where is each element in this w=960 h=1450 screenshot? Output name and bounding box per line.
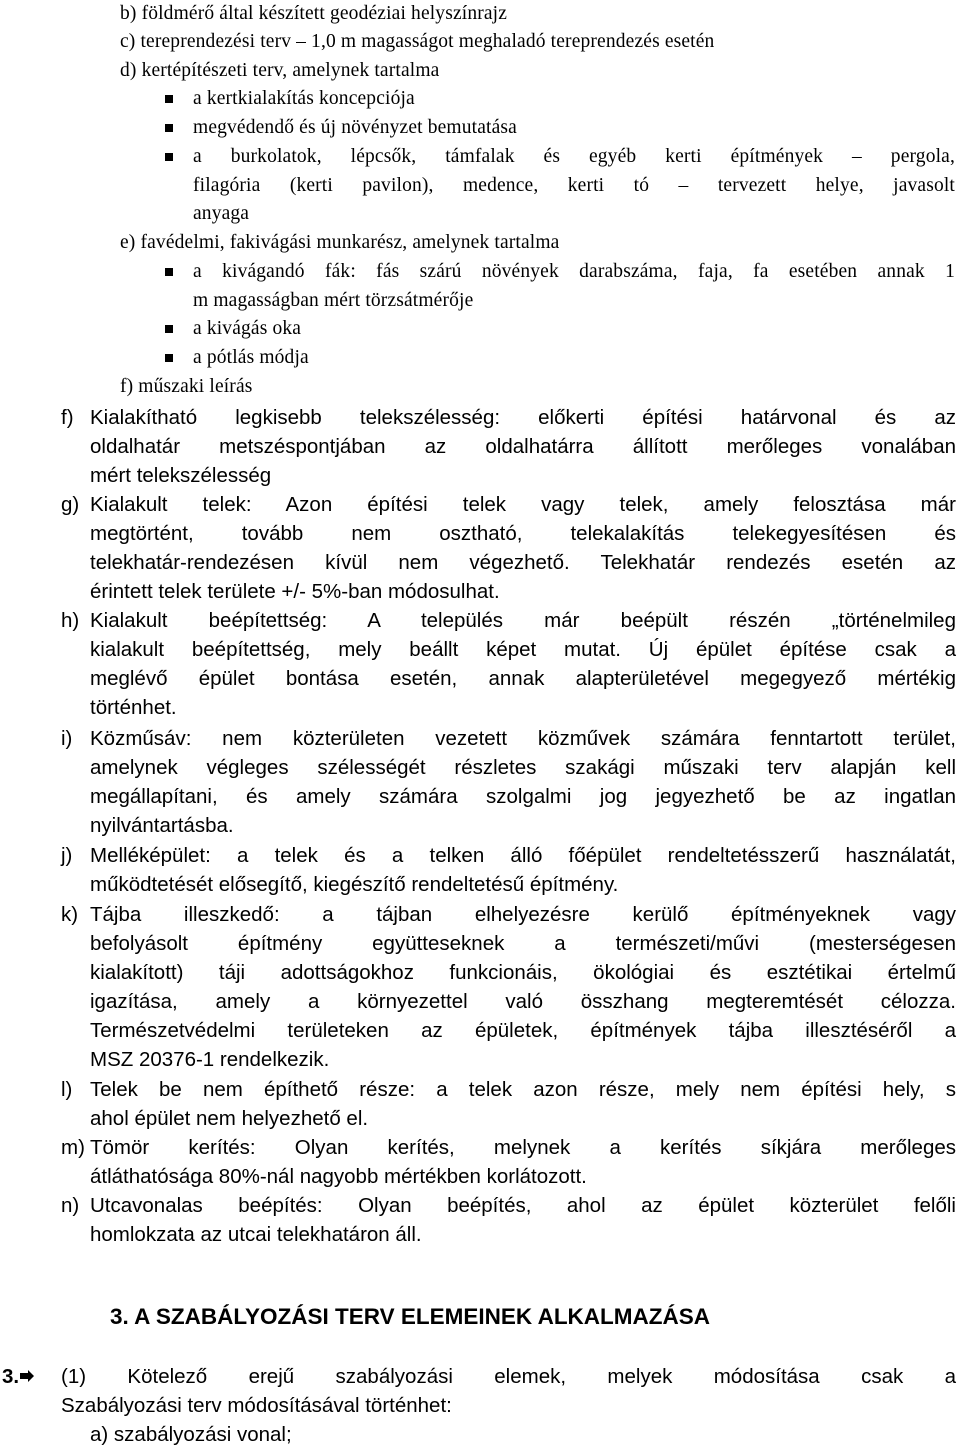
definition-line: történhet. <box>90 696 177 719</box>
definition-line: amelynek végleges szélességét részletes szakági műszaki terv alapján kell <box>90 756 956 779</box>
definition-line: mért telekszélesség <box>90 464 272 487</box>
bullet-item: a kivágás oka <box>193 318 302 339</box>
definition-line: megállapítani, és amely számára szolgalmi jog jegyezhető be az ingatlan <box>90 785 956 808</box>
definition-line: Telek be nem építhető része: a telek azon része, mely nem építési hely, s <box>90 1078 956 1101</box>
bullet-item: a kertkialakítás koncepciója <box>193 88 415 109</box>
arrow-marker-icon <box>20 1370 34 1382</box>
definition-line: Melléképület: a telek és a telken álló főépület rendeltetésszerű használatát, <box>90 844 956 867</box>
definition-line: kialakított) táji adottságokhoz funkcionáis, ökológiai és esztétikai értelmű <box>90 961 956 984</box>
square-bullet-icon <box>165 354 173 362</box>
definition-label: j) <box>61 844 73 867</box>
square-bullet-icon <box>165 153 173 161</box>
square-bullet-icon <box>165 95 173 103</box>
definition-label: h) <box>61 609 80 632</box>
definition-line: meglévő épület bontása esetén, annak alapterületével megegyező mértékig <box>90 667 956 690</box>
list-item-e: e) favédelmi, fakivágási munkarész, amelynek tartalma <box>120 232 560 253</box>
definition-line: befolyásolt építmény együtteseknek a természeti/művi (mesterségesen <box>90 932 956 955</box>
definition-line: MSZ 20376-1 rendelkezik. <box>90 1048 330 1071</box>
definition-line: Utcavonalas beépítés: Olyan beépítés, ahol az épület közterület felőli <box>90 1194 956 1217</box>
bullet-item-line: anyaga <box>193 203 250 224</box>
definition-line: megtörtént, tovább nem osztható, telekalakítás telekegyesítésen és <box>90 522 956 545</box>
definition-line: ahol épület nem helyezhető el. <box>90 1107 369 1130</box>
list-item-a: a) szabályozási vonal; <box>90 1423 292 1446</box>
bullet-item: a pótlás módja <box>193 347 309 368</box>
bullet-item-line: m magasságban mért törzsátmérője <box>193 290 474 311</box>
list-item-f: f) műszaki leírás <box>120 376 253 397</box>
bullet-item-line: filagória (kerti pavilon), medence, kerti tó – tervezett helye, javasolt <box>193 175 955 196</box>
definition-label: l) <box>61 1078 73 1101</box>
definition-line: Tömör kerítés: Olyan kerítés, melynek a kerítés síkjára merőleges <box>90 1136 956 1159</box>
definition-line: Kialakítható legkisebb telekszélesség: előkerti építési határvonal és az <box>90 406 956 429</box>
definition-line: működtetését elősegítő, kiegészítő rendeltetésű építmény. <box>90 873 619 896</box>
definition-label: i) <box>61 727 73 750</box>
definition-line: Tájba illeszkedő: a tájban elhelyezésre kerülő építményeknek vagy <box>90 903 956 926</box>
definition-line: Közműsáv: nem közterületen vezetett közművek számára fenntartott terület, <box>90 727 956 750</box>
bullet-item-line: a kivágandó fák: fás szárú növények darabszáma, faja, fa esetében annak 1 <box>193 261 955 282</box>
definition-line: kialakult beépítettség, mely beállt képet mutat. Új épület építése csak a <box>90 638 956 661</box>
definition-label: n) <box>61 1194 80 1217</box>
bullet-item-line: a burkolatok, lépcsők, támfalak és egyéb kerti építmények – pergola, <box>193 146 955 167</box>
definition-line: igazítása, amely a környezettel való összhang megteremtését célozza. <box>90 990 956 1013</box>
bullet-item: megvédendő és új növényzet bemutatása <box>193 117 517 138</box>
definition-label: m) <box>61 1136 85 1159</box>
section-heading: 3. A SZABÁLYOZÁSI TERV ELEMEINEK ALKALMAZÁSA <box>110 1304 711 1329</box>
definition-label: g) <box>61 493 80 516</box>
paragraph-line: (1) Kötelező erejű szabályozási elemek, melyek módosítása csak a <box>61 1365 956 1388</box>
definition-line: oldalhatár metszéspontjában az oldalhatárra állított merőleges vonalában <box>90 435 956 458</box>
list-item-c: c) tereprendezési terv – 1,0 m magasságot meghaladó tereprendezés esetén <box>120 31 715 52</box>
list-item-b: b) földmérő által készített geodéziai helyszínrajz <box>120 3 508 24</box>
definition-line: Természetvédelmi területeken az épületek, építmények tájba illesztéséről a <box>90 1019 956 1042</box>
definition-line: Kialakult telek: Azon építési telek vagy telek, amely felosztása már <box>90 493 956 516</box>
definition-line: nyilvántartásba. <box>90 814 234 837</box>
definition-line: átláthatósága 80%-nál nagyobb mértékben korlátozott. <box>90 1165 587 1188</box>
definition-label: f) <box>61 406 74 429</box>
list-item-d: d) kertépítészeti terv, amelynek tartalma <box>120 60 440 81</box>
section-number: 3. <box>2 1365 20 1388</box>
definition-line: homlokzata az utcai telekhatáron áll. <box>90 1223 422 1246</box>
square-bullet-icon <box>165 124 173 132</box>
definition-label: k) <box>61 903 79 926</box>
square-bullet-icon <box>165 325 173 333</box>
square-bullet-icon <box>165 268 173 276</box>
definition-line: telekhatár-rendezésen kívül nem végezhető. Telekhatár rendezés esetén az <box>90 551 956 574</box>
definition-line: Kialakult beépítettség: A település már beépült részén „történelmileg <box>90 609 956 632</box>
paragraph-line: Szabályozási terv módosításával történhet: <box>61 1394 452 1417</box>
definition-line: érintett telek területe +/- 5%-ban módosulhat. <box>90 580 500 603</box>
